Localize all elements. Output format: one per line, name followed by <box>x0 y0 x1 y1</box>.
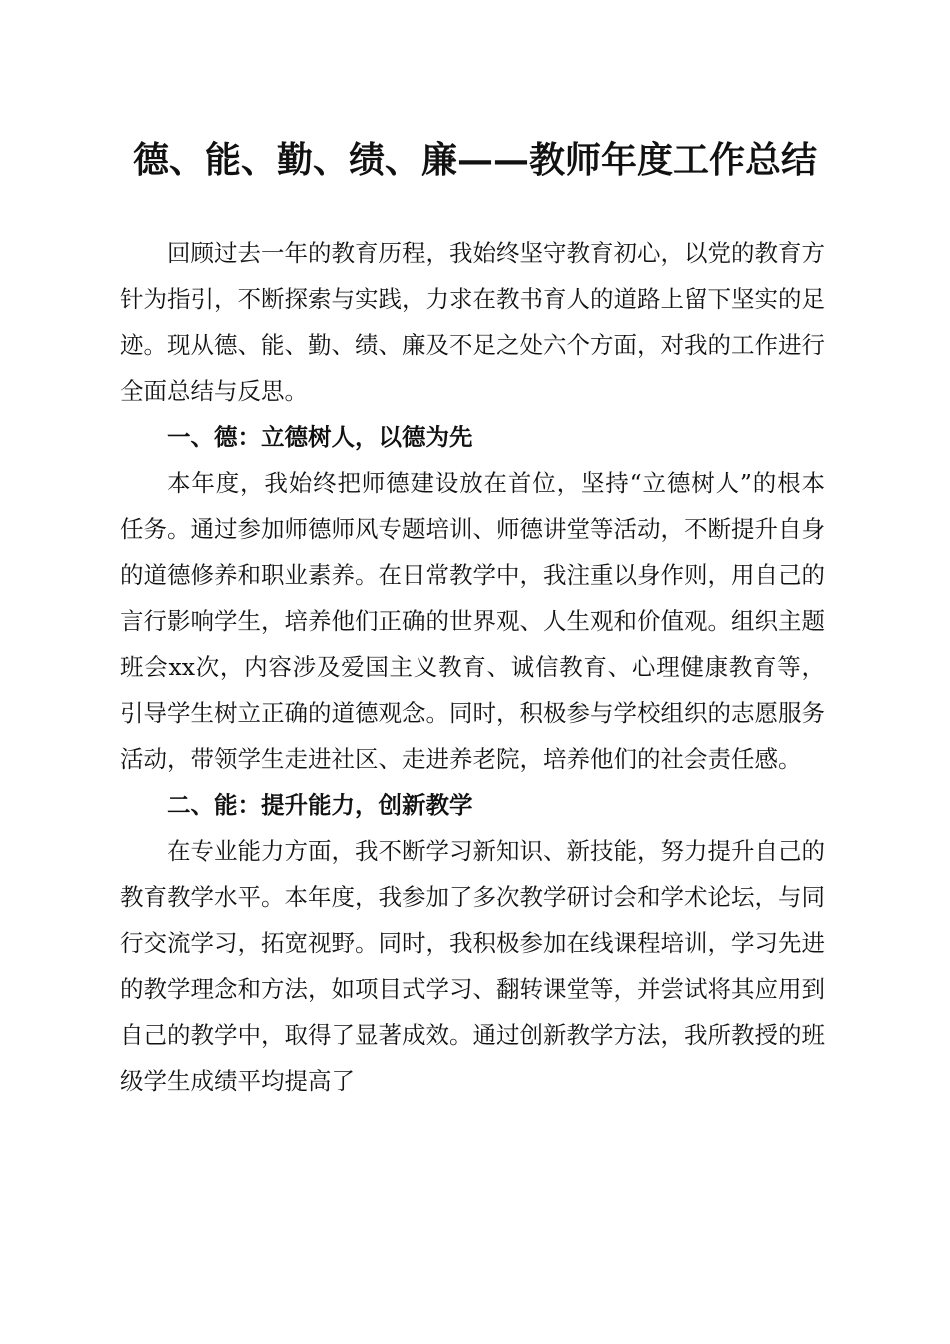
section-paragraph-neng: 在专业能力方面，我不断学习新知识、新技能，努力提升自己的教育教学水平。本年度，我参加了多次教学研讨会和学术论坛，与同行交流学习，拓宽视野。同时，我积极参加在线课程培训，学习先进的教学理念和方法，如项目式学习、翻转课堂等，并尝试将其应用到自己的教学中，取得了显著成效。通过创新教学方法，我所教授的班级学生成绩平均提高了 <box>120 837 825 1095</box>
document-title: 德、能、勤、绩、廉——教师年度工作总结 <box>132 139 817 181</box>
document-body <box>120 230 825 1104</box>
section-paragraph-de: 本年度，我始终把师德建设放在首位，坚持“立德树人”的根本任务。通过参加师德师风专题培训、师德讲堂等活动，不断提升自身的道德修养和职业素养。在日常教学中，我注重以身作则，用自己的言行影响学生，培养他们正确的世界观、人生观和价值观。组织主题班会xx次，内容涉及爱国主义教育、诚信教育、心理健康教育等，引导学生树立正确的道德观念。同时，积极参与学校组织的志愿服务活动，带领学生走进社区、走进养老院，培养他们的社会责任感。 <box>120 469 825 773</box>
intro-paragraph: 回顾过去一年的教育历程，我始终坚守教育初心，以党的教育方针为指引，不断探索与实践，力求在教书育人的道路上留下坚实的足迹。现从德、能、勤、绩、廉及不足之处六个方面，对我的工作进行全面总结与反思。 <box>120 239 825 405</box>
section-heading-de: 一、德：立德树人，以德为先 <box>167 423 473 451</box>
section-heading-neng: 二、能：提升能力，创新教学 <box>167 791 473 819</box>
